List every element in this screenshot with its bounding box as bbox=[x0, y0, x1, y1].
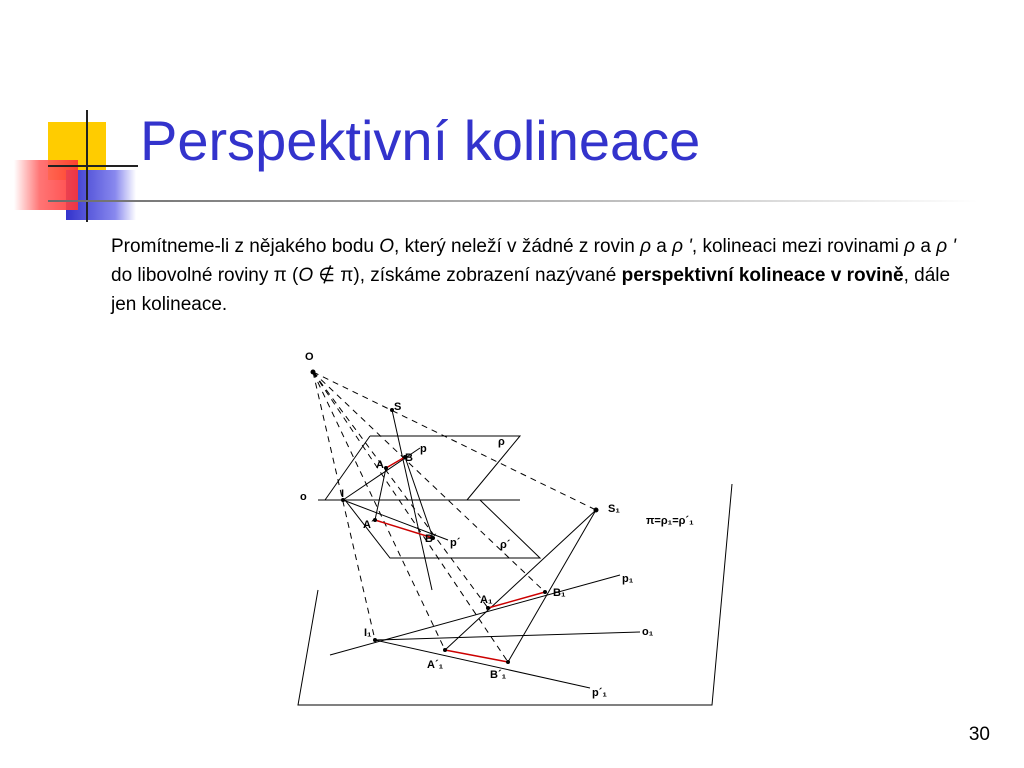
symbol-pi: π bbox=[340, 265, 354, 286]
segment-Aprime1Bprime1 bbox=[445, 650, 508, 662]
label-p-prime1: p´₁ bbox=[592, 687, 607, 699]
symbol-rho: ρ bbox=[904, 236, 916, 257]
ray-O-S1 bbox=[313, 372, 596, 510]
label-B1: B₁ bbox=[553, 587, 566, 599]
label-o: o bbox=[300, 491, 307, 503]
segment-A1B1 bbox=[488, 592, 545, 608]
symbol-rho-prime: ρ ' bbox=[936, 236, 956, 257]
line-BB bbox=[405, 457, 433, 538]
point-Aprime1 bbox=[443, 648, 447, 652]
slide-title: Perspektivní kolineace bbox=[140, 109, 701, 172]
ray-O-I1 bbox=[313, 372, 375, 640]
label-O: O bbox=[305, 351, 314, 363]
ray-O-B1 bbox=[313, 372, 545, 592]
label-A-prime1: A´₁ bbox=[427, 659, 444, 671]
ray-O-Bprime1 bbox=[313, 372, 508, 662]
label-o1: o₁ bbox=[642, 626, 654, 638]
page-number: 30 bbox=[968, 724, 990, 745]
text-run: ), získáme zobrazení nazývané bbox=[353, 265, 622, 286]
symbol-notin: ∉ bbox=[313, 265, 341, 286]
label-rho: ρ bbox=[498, 436, 505, 448]
text-run: , kolineaci mezi rovinami bbox=[691, 236, 905, 257]
line-S1-A1 bbox=[445, 510, 596, 650]
label-p: p bbox=[420, 443, 427, 455]
label-p-prime: p´ bbox=[450, 537, 461, 549]
label-S1: S₁ bbox=[608, 503, 620, 515]
label-A1: A₁ bbox=[480, 594, 493, 606]
text-run: a bbox=[651, 236, 673, 257]
text-run: do libovolné roviny bbox=[111, 265, 274, 286]
line-p1 bbox=[330, 575, 620, 655]
line-S1-B1 bbox=[508, 510, 596, 662]
label-pi-equation: π=ρ₁=ρ´₁ bbox=[646, 515, 694, 527]
point-A bbox=[384, 466, 388, 470]
text-run: a bbox=[915, 236, 937, 257]
label-S: S bbox=[394, 401, 402, 413]
segment-AB bbox=[386, 457, 405, 468]
text-run: , dále jen kolineace. bbox=[111, 265, 951, 315]
point-B1 bbox=[543, 590, 547, 594]
label-rho-prime: ρ´ bbox=[500, 539, 511, 551]
line-AA bbox=[375, 468, 386, 520]
label-I: I bbox=[341, 488, 345, 500]
symbol-O: O bbox=[298, 265, 314, 286]
text-run: Promítneme-li z nějakého bodu bbox=[111, 236, 380, 257]
ray-O-Aprime1 bbox=[313, 372, 445, 650]
label-A: A bbox=[376, 459, 384, 471]
point-Bprime1 bbox=[506, 660, 510, 664]
symbol-rho: ρ bbox=[640, 236, 651, 257]
label-B: B bbox=[405, 452, 413, 464]
label-p1: p₁ bbox=[622, 573, 634, 585]
symbol-pi: π bbox=[273, 265, 287, 286]
line-p-prime1 bbox=[375, 640, 590, 688]
text-run: ( bbox=[286, 265, 299, 286]
line-o1 bbox=[375, 632, 640, 640]
label-I1: I₁ bbox=[364, 627, 372, 639]
bold-term: perspektivní kolineace v rovině bbox=[621, 265, 904, 286]
point-S1 bbox=[594, 508, 599, 513]
point-I1 bbox=[373, 638, 377, 642]
point-O bbox=[311, 370, 316, 375]
point-A1 bbox=[486, 606, 490, 610]
symbol-rho-prime: ρ ' bbox=[672, 236, 692, 257]
symbol-O: O bbox=[379, 236, 395, 257]
label-A-prime: A´ bbox=[363, 519, 375, 531]
label-B-prime: B´ bbox=[425, 533, 437, 545]
label-B-prime1: B´₁ bbox=[490, 669, 507, 681]
text-run: , který neleží v žádné z rovin bbox=[394, 236, 641, 257]
